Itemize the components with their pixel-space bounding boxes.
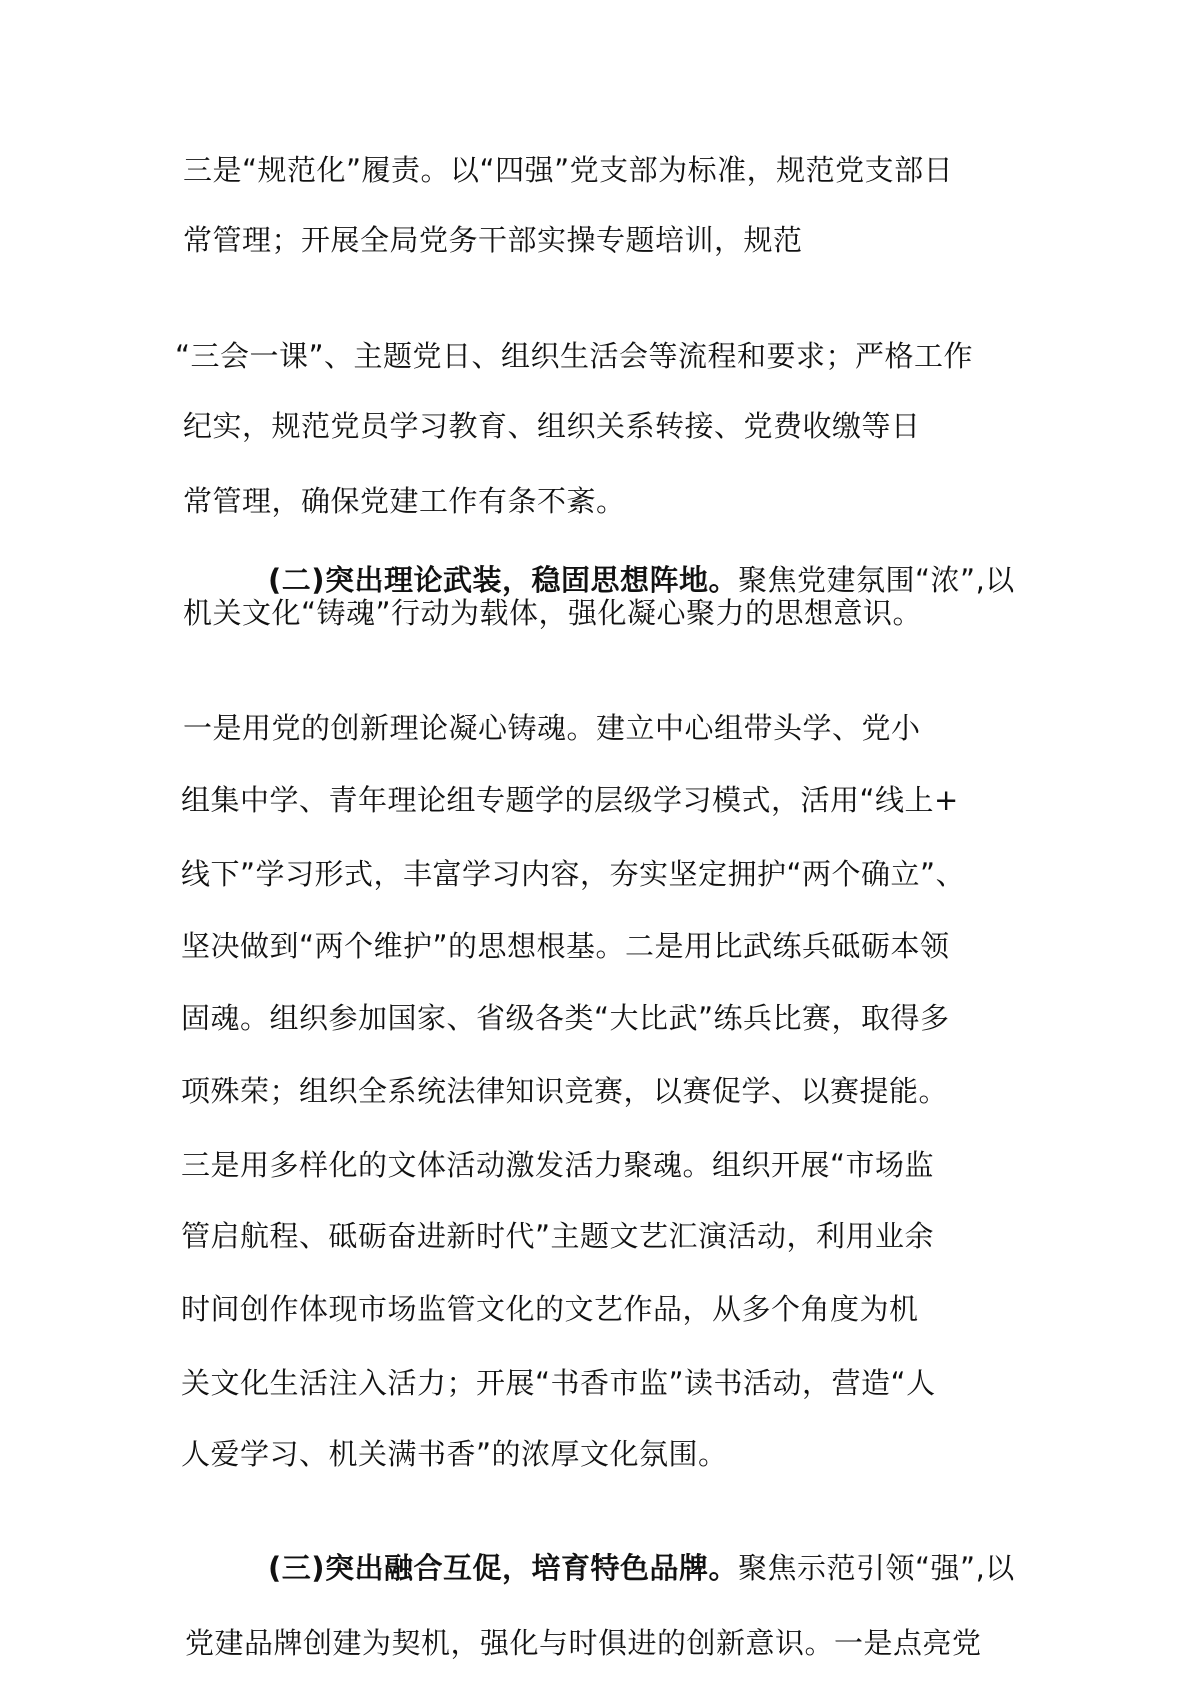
section-heading-line (268, 562, 1015, 598)
paragraph-line (181, 1147, 934, 1183)
line-text: 人爱学习、机关满书香”的浓厚文化氛围。 (181, 1437, 728, 1471)
paragraph-line (183, 408, 921, 444)
section-heading-line (268, 1550, 1015, 1586)
paragraph-line (183, 710, 921, 746)
paragraph-line (181, 1436, 728, 1472)
line-text: 时间创作体现市场监管文化的文艺作品，从多个角度为机 (181, 1292, 919, 1326)
paragraph-line (183, 152, 953, 188)
paragraph-line (181, 1218, 934, 1254)
line-text: 坚决做到“两个维护”的思想根基。二是用比武练兵砥砺本领 (181, 929, 950, 963)
line-text: 党建品牌创建为契机，强化与时俱进的创新意识。一是点亮党 (185, 1626, 982, 1660)
line-text: 聚焦党建氛围“浓”,以 (738, 563, 1015, 597)
section-heading: (二)突出理论武装，稳固思想阵地。 (268, 563, 739, 597)
line-text: 一是用党的创新理论凝心铸魂。建立中心组带头学、党小 (183, 711, 921, 745)
paragraph-line (181, 782, 959, 818)
paragraph-line (181, 856, 965, 892)
line-text: “三会一课”、主题党日、组织生活会等流程和要求；严格工作 (175, 339, 974, 373)
paragraph-line (181, 1000, 950, 1036)
line-text: 固魂。组织参加国家、省级各类“大比武”练兵比赛，取得多 (181, 1001, 950, 1035)
line-text: 机关文化“铸魂”行动为载体，强化凝心聚力的思想意识。 (183, 596, 923, 630)
paragraph-line (181, 1073, 948, 1109)
paragraph-line (183, 595, 922, 631)
paragraph-line (185, 1625, 982, 1661)
paragraph-line (183, 222, 803, 258)
line-text: 组集中学、青年理论组专题学的层级学习模式，活用“线上+ (181, 783, 959, 817)
paragraph-line (183, 483, 626, 519)
line-text: 纪实，规范党员学习教育、组织关系转接、党费收缴等日 (183, 409, 921, 443)
paragraph-line (181, 1365, 936, 1401)
line-text: 管启航程、砥砺奋进新时代”主题文艺汇演活动，利用业余 (181, 1219, 935, 1253)
line-text: 关文化生活注入活力；开展“书香市监”读书活动，营造“人 (181, 1366, 936, 1400)
line-text: 常管理，确保党建工作有条不紊。 (183, 484, 626, 518)
line-text: 线下”学习形式，丰富学习内容，夯实坚定拥护“两个确立”、 (181, 857, 966, 891)
line-text: 项殊荣；组织全系统法律知识竞赛，以赛促学、以赛提能。 (181, 1074, 949, 1108)
paragraph-line (175, 338, 973, 374)
section-heading: (三)突出融合互促，培育特色品牌。 (268, 1551, 739, 1585)
paragraph-line (181, 1291, 919, 1327)
line-text: 三是用多样化的文体活动激发活力聚魂。组织开展“市场监 (181, 1148, 935, 1182)
paragraph-line (181, 928, 950, 964)
line-text: 常管理；开展全局党务干部实操专题培训，规范 (183, 223, 803, 257)
line-text: 三是“规范化”履责。以“四强”党支部为标准，规范党支部日 (183, 153, 954, 187)
line-text: 聚焦示范引领“强”,以 (738, 1551, 1015, 1585)
